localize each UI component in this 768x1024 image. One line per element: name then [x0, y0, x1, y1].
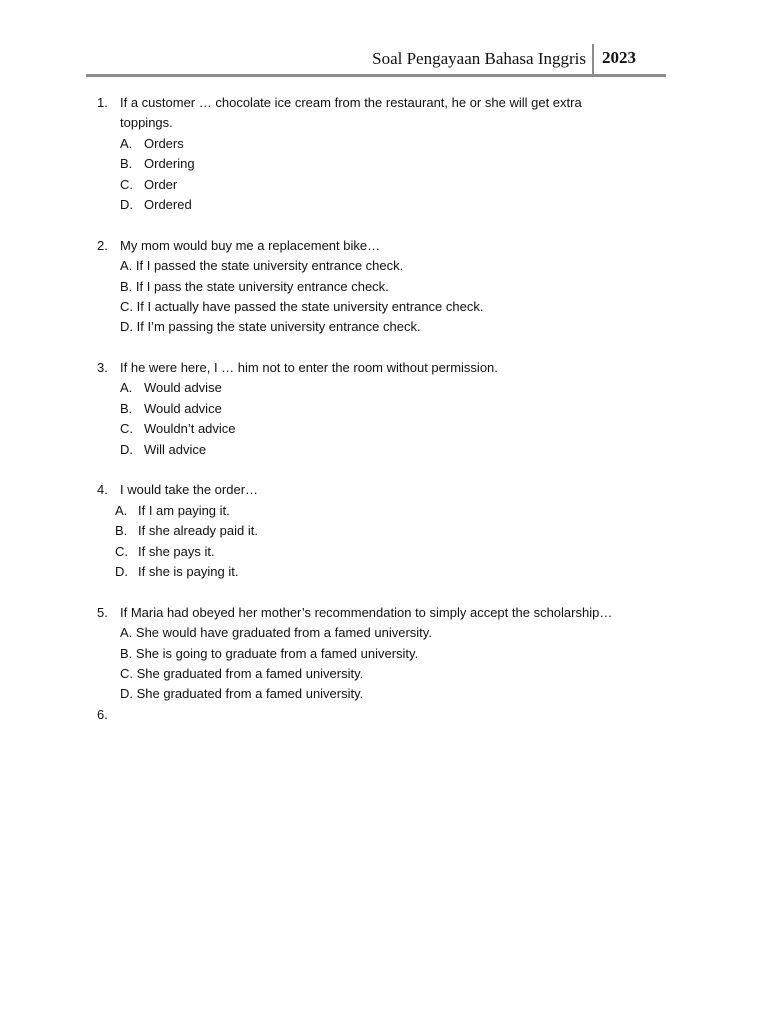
question-text: If a customer … chocolate ice cream from the restaurant, he or she will get extra — [120, 95, 582, 110]
question-2 — [97, 236, 677, 338]
option-text: Will advice — [144, 441, 207, 457]
option-text: Would advise — [144, 380, 222, 396]
option-text: D. If I’m passing the state university entrance check. — [120, 319, 421, 335]
question-text: If Maria had obeyed her mother’s recommendation to simply accept the scholarship… — [120, 604, 613, 620]
option-text: Order — [144, 176, 178, 192]
option-text: If she pays it. — [138, 543, 215, 559]
answer-option-a[interactable] — [97, 623, 677, 643]
answer-option-b[interactable] — [97, 399, 677, 419]
option-letter: C. — [120, 176, 133, 192]
option-text: A. She would have graduated from a famed university. — [120, 625, 432, 641]
option-letter: A. — [120, 135, 133, 151]
header-divider — [592, 44, 594, 74]
question-number: 5. — [97, 604, 108, 620]
question-1 — [97, 93, 677, 215]
option-text: D. She graduated from a famed university. — [120, 686, 364, 702]
question-6 — [97, 705, 677, 725]
option-letter: A. — [115, 502, 128, 518]
answer-option-b[interactable] — [97, 277, 677, 297]
option-letter: C. — [115, 543, 128, 559]
question-number: 2. — [97, 237, 108, 253]
question-text: I would take the order… — [120, 482, 259, 498]
question-text: My mom would buy me a replacement bike… — [120, 237, 381, 253]
option-text: B. She is going to graduate from a famed university. — [120, 645, 419, 661]
answer-option-a[interactable] — [97, 378, 677, 398]
answer-option-b[interactable] — [97, 521, 677, 541]
question-4 — [97, 480, 677, 582]
option-text: Orders — [144, 135, 184, 151]
answer-option-c[interactable] — [97, 297, 677, 317]
answer-option-c[interactable] — [97, 664, 677, 684]
answer-option-b[interactable] — [97, 154, 677, 174]
option-text: If I am paying it. — [138, 502, 230, 518]
page-header — [86, 44, 666, 77]
answer-option-a[interactable] — [97, 256, 677, 276]
option-letter: A. — [120, 380, 133, 396]
answer-option-a[interactable] — [97, 134, 677, 154]
question-number: 1. — [97, 95, 108, 110]
question-number: 4. — [97, 482, 108, 498]
answer-option-b[interactable] — [97, 644, 677, 664]
answer-option-a[interactable] — [97, 501, 677, 521]
document-year: 2023 — [602, 48, 636, 67]
question-3 — [97, 358, 677, 460]
question-text-continued: toppings. — [120, 115, 173, 131]
option-text: Ordering — [144, 156, 195, 172]
answer-option-c[interactable] — [97, 542, 677, 562]
option-letter: D. — [115, 563, 128, 579]
option-letter: D. — [120, 441, 133, 457]
question-text: If he were here, I … him not to enter the room without permission. — [120, 360, 498, 376]
option-text: C. She graduated from a famed university. — [120, 665, 364, 681]
answer-option-d[interactable] — [97, 684, 677, 704]
option-letter: B. — [115, 523, 128, 539]
answer-option-d[interactable] — [97, 195, 677, 215]
option-text: Wouldn’t advice — [144, 421, 236, 437]
option-letter: C. — [120, 421, 133, 437]
question-list — [97, 93, 677, 746]
question-number: 3. — [97, 360, 108, 376]
option-text: If she is paying it. — [138, 563, 239, 579]
answer-option-c[interactable] — [97, 419, 677, 439]
document-title: Soal Pengayaan Bahasa Inggris — [372, 49, 586, 68]
answer-option-d[interactable] — [97, 317, 677, 337]
option-letter: B. — [120, 156, 133, 172]
question-number: 6. — [97, 706, 108, 722]
question-5 — [97, 603, 677, 705]
option-text: Ordered — [144, 196, 192, 212]
option-text: C. If I actually have passed the state university entrance check. — [120, 298, 484, 314]
option-letter: D. — [120, 196, 133, 212]
answer-option-c[interactable] — [97, 175, 677, 195]
option-text: A. If I passed the state university entrance check. — [120, 258, 404, 274]
option-text: Would advice — [144, 400, 222, 416]
option-text: B. If I pass the state university entrance check. — [120, 278, 389, 294]
option-letter: B. — [120, 400, 133, 416]
answer-option-d[interactable] — [97, 562, 677, 582]
answer-option-d[interactable] — [97, 440, 677, 460]
option-text: If she already paid it. — [138, 523, 258, 539]
